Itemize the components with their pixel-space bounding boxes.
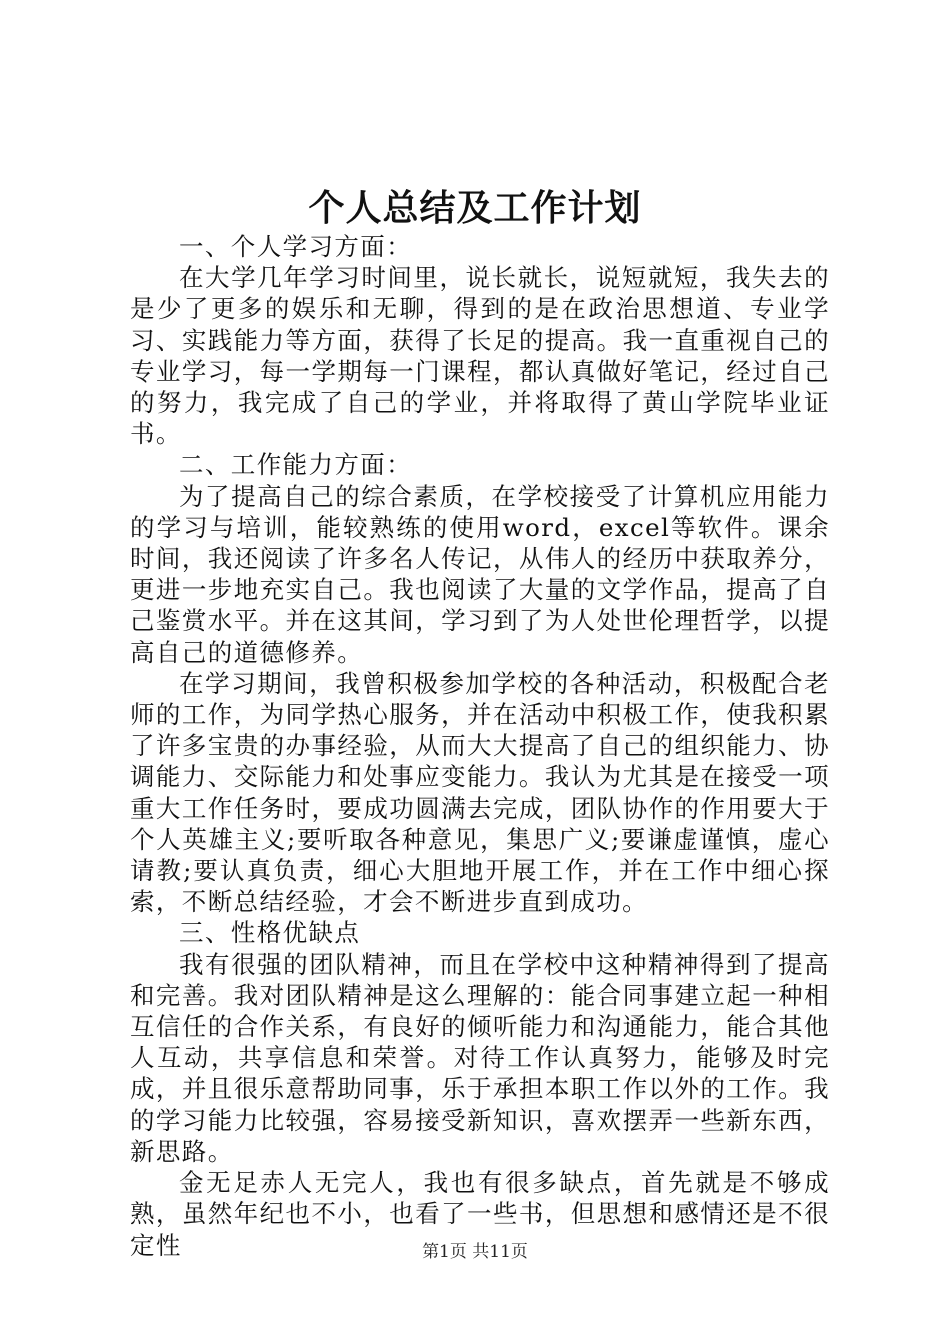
- section-heading: 一、个人学习方面：: [179, 232, 413, 261]
- body-paragraph: 在学习期间，我曾积极参加学校的各种活动，积极配合老师的工作，为同学热心服务，并在活动中积极工作，使我积累了许多宝贵的办事经验，从而大大提高了自己的组织能力、协调能力、交际能力和处事应变能力。我认为尤其是在接受一项重大工作任务时，要成功圆满去完成，团队协作的作用要大于个人英雄主义;要听取各种意见，集思广义;要谦虚谨慎，虚心请教;要认真负责，细心大胆地开展工作，并在工作中细心探索，不断总结经验，才会不断进步直到成功。: [130, 668, 830, 917]
- section-heading: 三、性格优缺点: [179, 918, 361, 948]
- body-paragraph: 我有很强的团队精神，而且在学校中这种精神得到了提高和完善。我对团队精神是这么理解的：能合同事建立起一种相互信任的合作关系，有良好的倾听能力和沟通能力，能合其他人互动，共享信息和荣誉。对待工作认真努力，能够及时完成，并且很乐意帮助同事，乐于承担本职工作以外的工作。我的学习能力比较强，容易接受新知识，喜欢摆弄一些新东西，新思路。: [130, 949, 830, 1166]
- page-footer: 第1页 共11页: [422, 1242, 528, 1262]
- document-title: 个人总结及工作计划: [308, 187, 642, 229]
- section-heading: 二、工作能力方面：: [179, 450, 413, 480]
- document-body: [130, 231, 830, 1261]
- body-paragraph: 为了提高自己的综合素质，在学校接受了计算机应用能力的学习与培训，能较熟练的使用word，excel等软件。课余时间，我还阅读了许多名人传记，从伟人的经历中获取养分，更进一步地充实自己。我也阅读了大量的文学作品，提高了自己鉴赏水平。并在这其间，学习到了为人处世伦理哲学，以提高自己的道德修养。: [130, 481, 830, 667]
- body-paragraph: 金无足赤人无完人，我也有很多缺点，首先就是不够成熟，虽然年纪也不小，也看了一些书，但思想和感情还是不很定性: [130, 1168, 830, 1260]
- body-paragraph: 在大学几年学习时间里，说长就长，说短就短，我失去的是少了更多的娱乐和无聊，得到的是在政治思想道、专业学习、实践能力等方面，获得了长足的提高。我一直重视自己的专业学习，每一学期每一门课程，都认真做好笔记，经过自己的努力，我完成了自己的学业，并将取得了黄山学院毕业证书。: [130, 263, 830, 449]
